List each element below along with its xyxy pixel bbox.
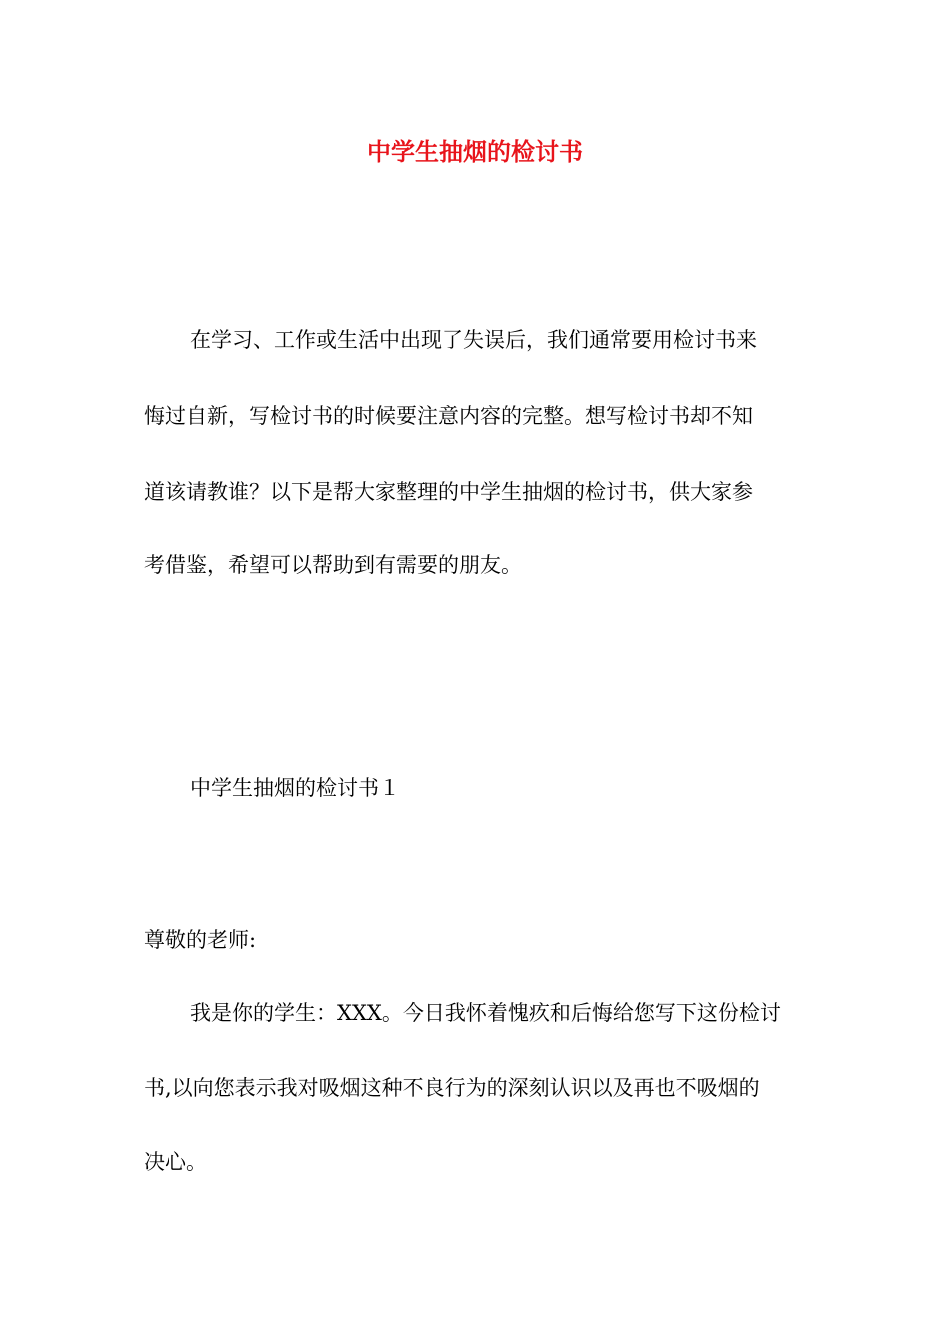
intro-line-1: 在学习、工作或生活中出现了失误后，我们通常要用检讨书来	[190, 328, 757, 352]
intro-line-3: 道该请教谁？以下是帮大家整理的中学生抽烟的检讨书，供大家参	[144, 480, 753, 504]
body-line-2: 书,以向您表示我对吸烟这种不良行为的深刻认识以及再也不吸烟的	[144, 1076, 760, 1100]
body-line-1: 我是你的学生：XXX。今日我怀着愧疚和后悔给您写下这份检讨	[190, 1001, 781, 1025]
intro-line-2: 悔过自新，写检讨书的时候要注意内容的完整。想写检讨书却不知	[144, 404, 753, 428]
document-title: 中学生抽烟的检讨书	[367, 137, 583, 166]
body-line-3: 决心。	[144, 1150, 207, 1174]
intro-line-4: 考借鉴，希望可以帮助到有需要的朋友。	[144, 553, 522, 577]
salutation: 尊敬的老师:	[144, 928, 257, 952]
section-heading: 中学生抽烟的检讨书１	[190, 776, 400, 800]
